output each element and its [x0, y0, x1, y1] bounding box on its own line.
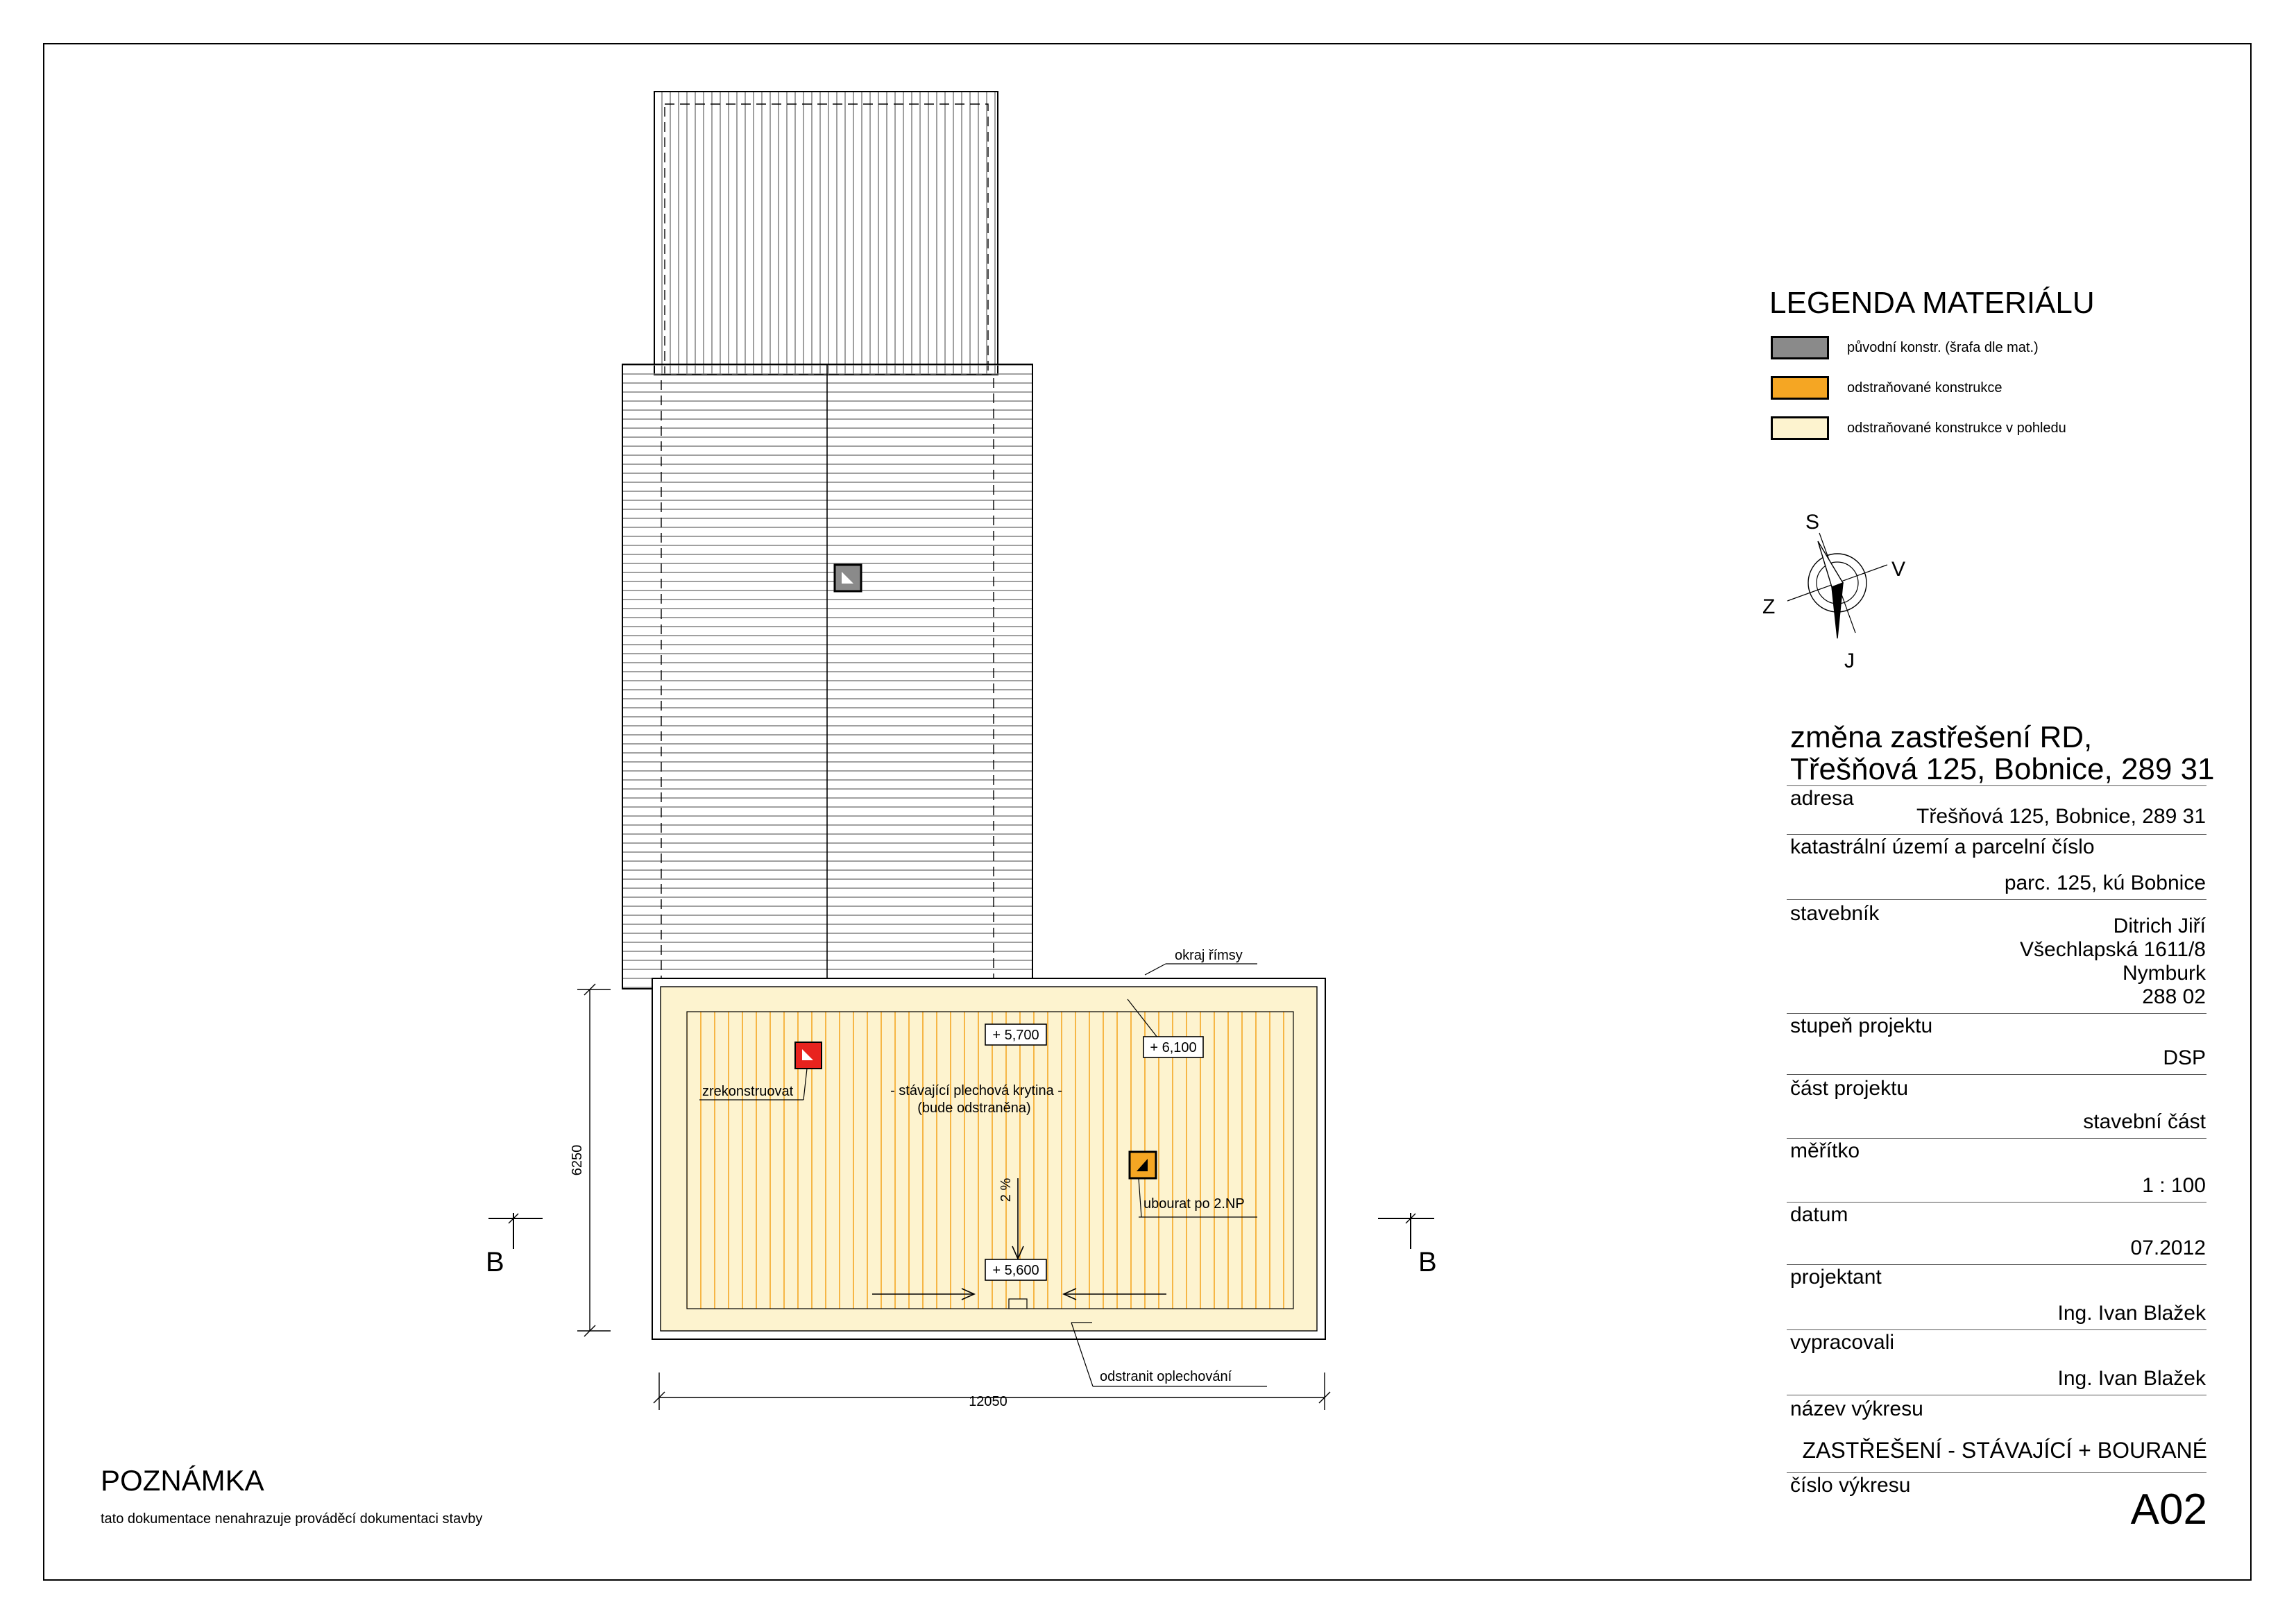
legend-swatch-orange	[1771, 376, 1829, 400]
level-bottom	[985, 1259, 1046, 1280]
divider	[1787, 1074, 2206, 1075]
drawing-name-value: ZASTŘEŠENÍ - STÁVAJÍCÍ + BOURANÉ	[1802, 1438, 2207, 1463]
legend-label: původní konstr. (šrafa dle mat.)	[1847, 340, 2039, 355]
divider	[1787, 1013, 2206, 1014]
divider	[1787, 1264, 2206, 1265]
compass	[1762, 511, 1905, 672]
level-top	[985, 1024, 1046, 1045]
compass-east: V	[1891, 558, 1906, 581]
svg-text:6250: 6250	[570, 1144, 585, 1176]
designer-label: projektant	[1790, 1266, 1882, 1289]
cadastre-label: katastrální území a parcelní číslo	[1790, 835, 2095, 858]
builder-line2: Všechlapská 1611/8	[2020, 938, 2206, 961]
cadastre-value: parc. 125, kú Bobnice	[2004, 872, 2206, 894]
project-title	[1790, 722, 2215, 785]
divider	[1787, 899, 2206, 900]
address-value: Třešňová 125, Bobnice, 289 31	[1916, 805, 2206, 828]
compass-north: S	[1805, 511, 1820, 534]
drawing-number-label: číslo výkresu	[1790, 1474, 1911, 1497]
main-roof-section	[622, 364, 1032, 989]
section-mark-left	[486, 1213, 543, 1277]
svg-text:+ 6,100: + 6,100	[1150, 1040, 1197, 1055]
divider	[1787, 1202, 2206, 1203]
svg-text:zrekonstruovat: zrekonstruovat	[702, 1084, 794, 1099]
compass-west: Z	[1762, 595, 1776, 618]
legend-title: LEGENDA MATERIÁLU	[1769, 286, 2095, 320]
builder-line3: Nymburk	[2122, 962, 2206, 985]
divider	[1787, 1329, 2206, 1330]
date-value: 07.2012	[2130, 1237, 2206, 1259]
edge-annotation	[1145, 948, 1257, 975]
svg-text:okraj římsy: okraj římsy	[1175, 948, 1243, 963]
address-label: adresa	[1790, 787, 1854, 810]
svg-text:odstranit oplechování: odstranit oplechování	[1100, 1369, 1232, 1384]
legend-swatch-cream	[1771, 416, 1829, 440]
builder-line4: 288 02	[2142, 985, 2206, 1008]
note-title: POZNÁMKA	[101, 1464, 264, 1497]
svg-text:B: B	[486, 1247, 504, 1277]
svg-text:B: B	[1418, 1247, 1437, 1277]
svg-text:+ 5,600: + 5,600	[992, 1263, 1039, 1278]
prepared-label: vypracovali	[1790, 1331, 1895, 1354]
drawing-name-label: název výkresu	[1790, 1397, 1923, 1420]
project-title-line2: Třešňová 125, Bobnice, 289 31	[1790, 752, 2215, 786]
builder-label: stavebník	[1790, 902, 1880, 925]
note-text: tato dokumentace nenahrazuje prováděcí dokumentaci stavby	[101, 1511, 483, 1527]
divider	[1787, 834, 2206, 835]
project-title-line1: změna zastřešení RD,	[1790, 720, 2093, 754]
upper-roof-section	[654, 92, 998, 375]
stage-label: stupeň projektu	[1790, 1014, 1933, 1037]
designer-value: Ing. Ivan Blažek	[2057, 1302, 2206, 1325]
scale-value: 1 : 100	[2142, 1174, 2206, 1197]
section-mark-right	[1378, 1213, 1437, 1277]
slope-label: 2 %	[998, 1178, 1014, 1203]
legend-swatch-gray	[1771, 336, 1829, 359]
roof-text-line1: - stávající plechová krytina -	[890, 1083, 1062, 1098]
compass-south: J	[1844, 649, 1855, 672]
part-label: část projektu	[1790, 1077, 1909, 1100]
svg-text:12050: 12050	[969, 1394, 1007, 1409]
divider	[1787, 1138, 2206, 1139]
svg-text:+ 5,700: + 5,700	[992, 1028, 1039, 1043]
legend-label: odstraňované konstrukce v pohledu	[1847, 420, 2066, 436]
scale-label: měřítko	[1790, 1139, 1860, 1162]
prepared-value: Ing. Ivan Blažek	[2057, 1367, 2206, 1390]
dimension-height	[570, 984, 611, 1336]
roof-text-line2: (bude odstraněna)	[917, 1101, 1031, 1116]
divider	[1787, 1472, 2206, 1473]
builder-line1: Ditrich Jiří	[2113, 915, 2206, 937]
divider	[1787, 785, 2206, 786]
drawing-number-value: A02	[2130, 1486, 2207, 1533]
gray-material-marker	[835, 565, 861, 591]
date-label: datum	[1790, 1203, 1848, 1226]
svg-text:ubourat po 2.NP: ubourat po 2.NP	[1143, 1196, 1245, 1212]
legend-label: odstraňované konstrukce	[1847, 380, 2002, 396]
part-value: stavební část	[2083, 1110, 2206, 1133]
stage-value: DSP	[2163, 1046, 2206, 1069]
